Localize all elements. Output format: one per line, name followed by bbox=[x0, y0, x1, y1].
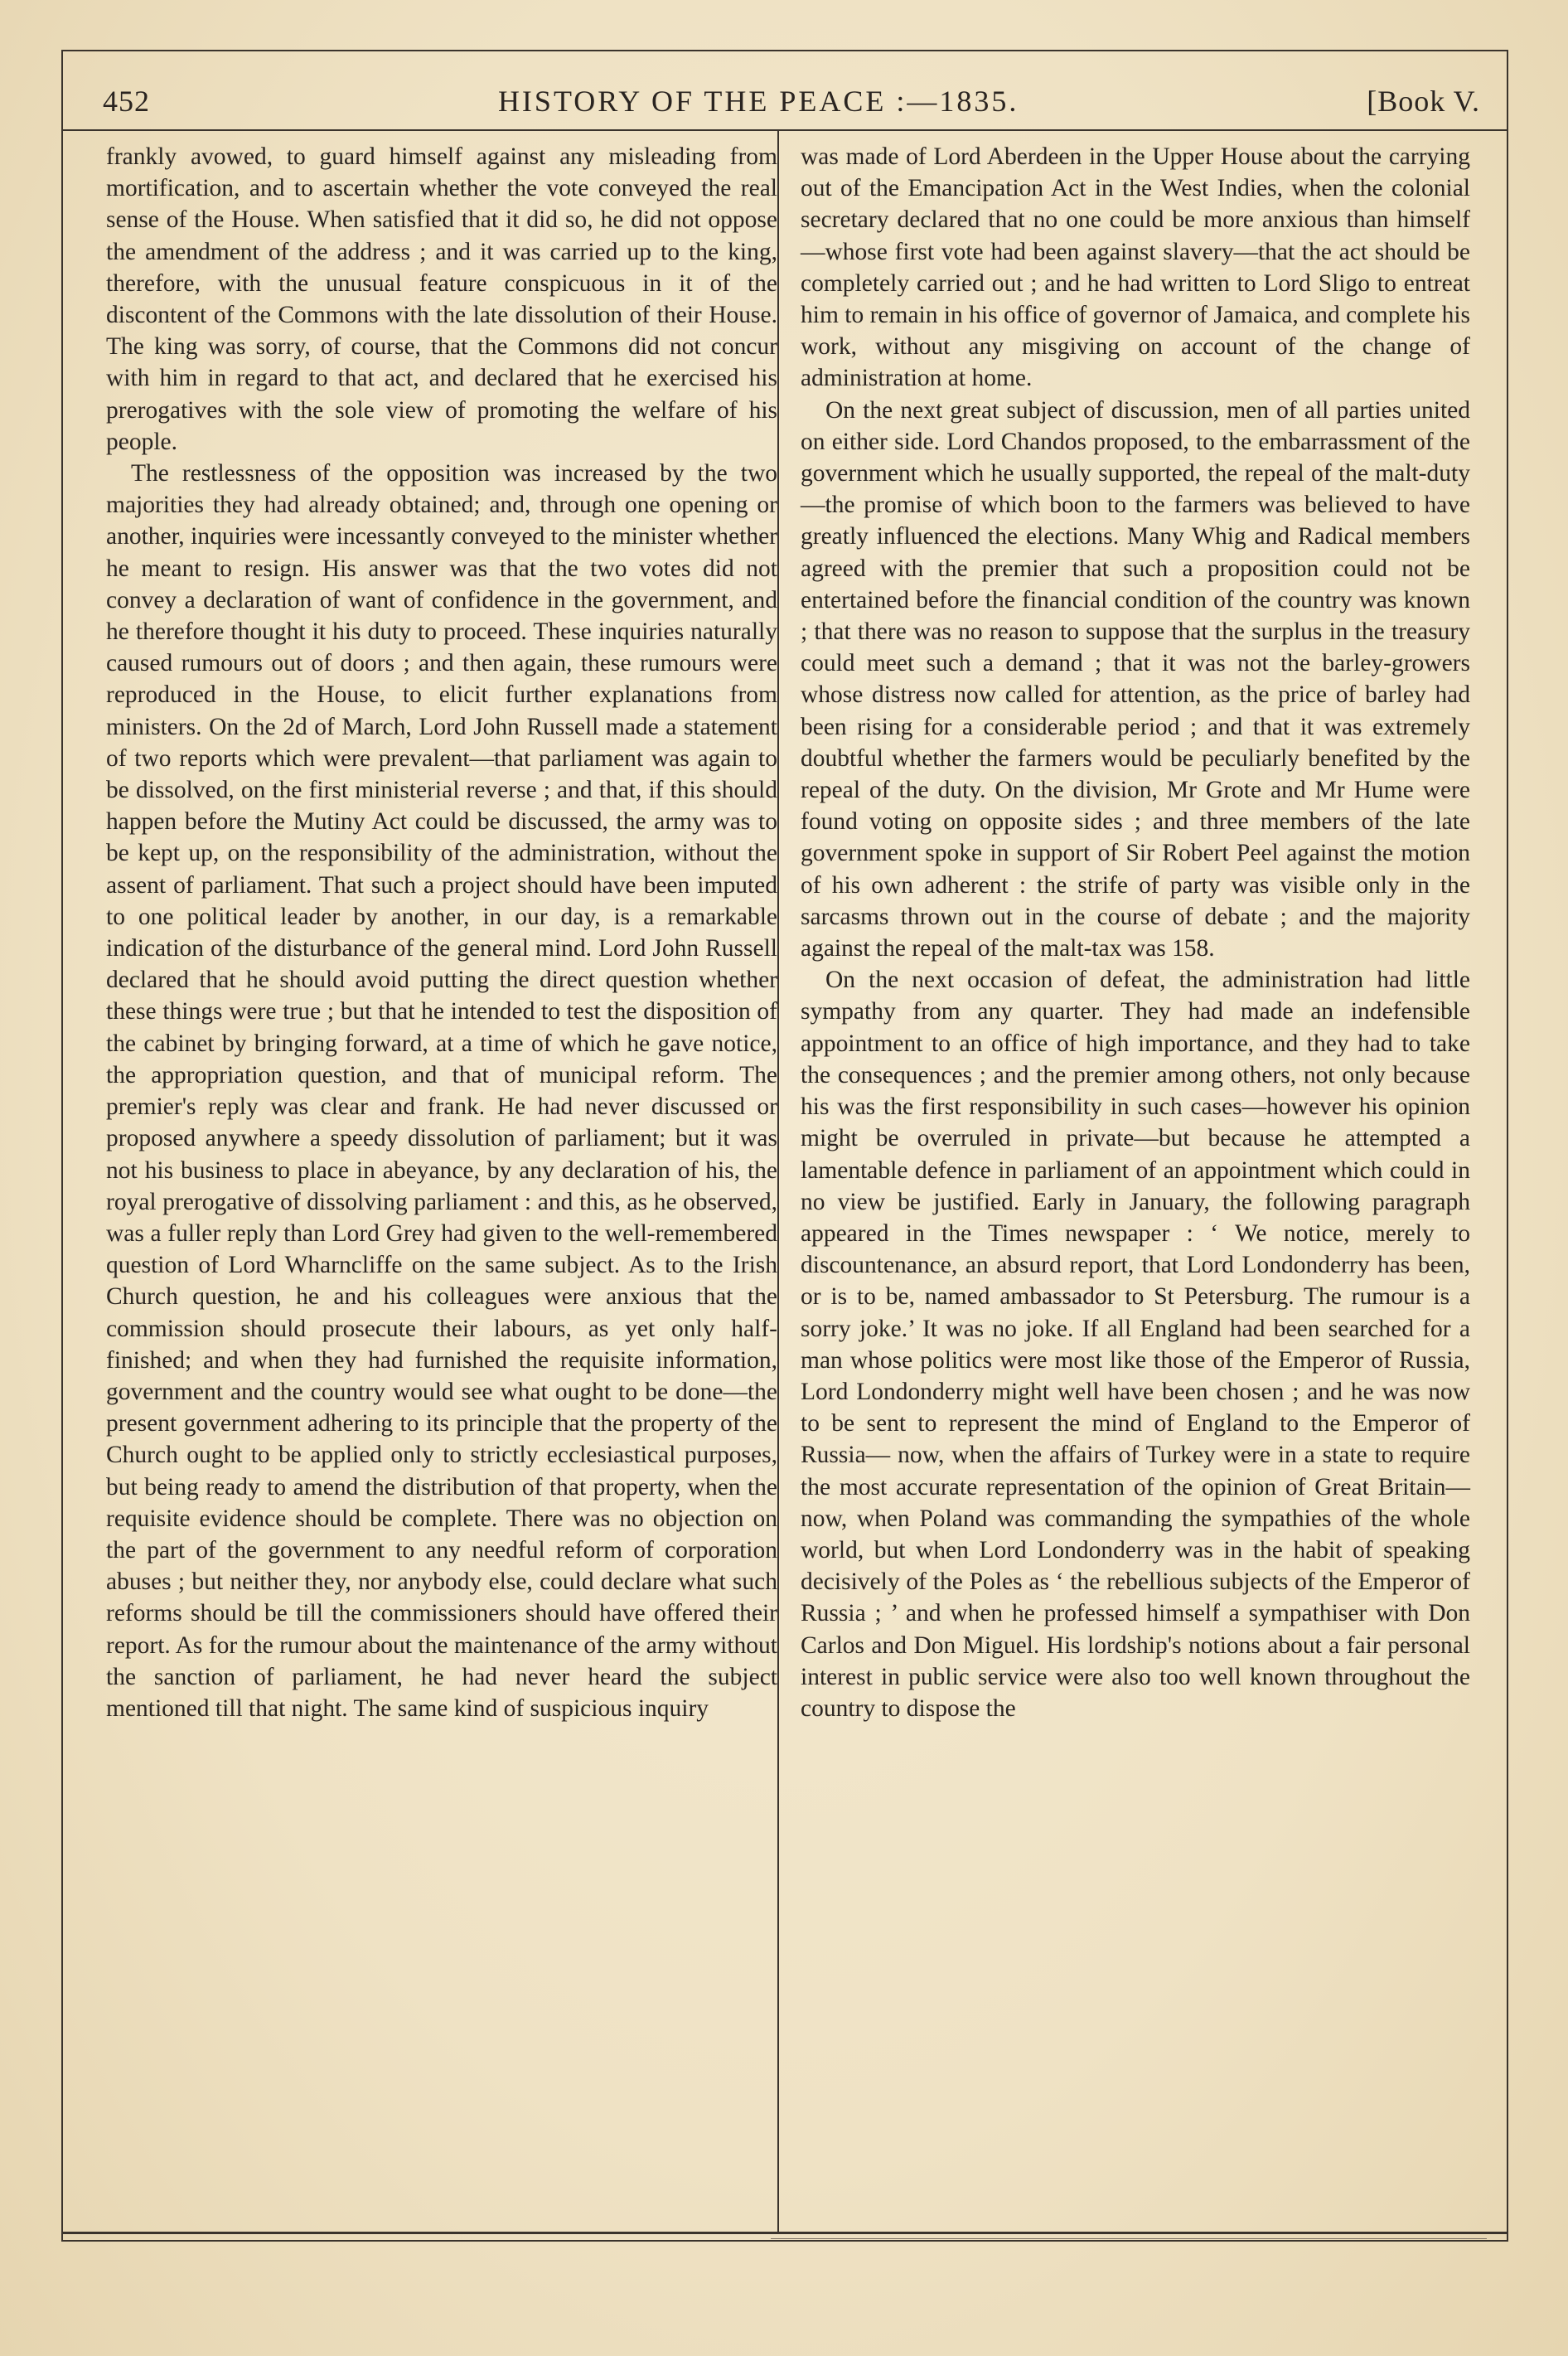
right-column bbox=[801, 141, 1470, 1724]
book-label: [Book V. bbox=[1367, 85, 1480, 118]
left-column bbox=[106, 141, 777, 1724]
paragraph: On the next great subject of discussion, men of all parties united on either side. Lord Chandos proposed, to the embarrassment of the government which he usually supported, the repeal of the malt-duty—the promise of which boon to the farmers was believed to have greatly influenced the elections. Many Whig and Radical members agreed with the premier that such a proposition could not be entertained before the financial condition of the country was known ; that there was no reason to suppose that the surplus in the treasury could meet such a demand ; that it was not the barley-growers whose distress now called for attention, as the price of barley had been rising for a considerable period ; and that it was extremely doubtful whether the farmers would be peculiarly benefited by the repeal of the duty. On the division, Mr Grote and Mr Hume were found voting on opposite sides ; and three members of the late government spoke in support of Sir Robert Peel against the motion of his own adherent : the strife of party was visible only in the sarcasms thrown out in the course of debate ; and the majority against the repeal of the malt-tax was 158. bbox=[801, 396, 1470, 962]
bottom-rule bbox=[61, 2232, 1508, 2234]
paragraph: The restlessness of the opposition was increased by the two majorities they had already obtained; and, through one opening or another, inquiries were incessantly conveyed to the minister whether he meant to resign. His answer was that the two votes did not convey a declaration of want of confidence in the government, and he therefore thought it his duty to proceed. These inquiries naturally caused rumours out of doors ; and then again, these rumours were reproduced in the House, to elicit further explanations from ministers. On the 2d of March, Lord John Russell made a statement of two reports which were prevalent—that parliament was again to be dissolved, on the first ministerial reverse ; and that, if this should happen before the Mutiny Act could be discussed, the army was to be kept up, on the responsibility of the administration, without the assent of parliament. That such a project should have been imputed to one political leader by another, in our day, is a remarkable indication of the disturbance of the general mind. Lord John Russell declared that he should avoid putting the direct question whether these things were true ; but that he intended to test the disposition of the cabinet by bringing forward, at a time of which he gave notice, the appropriation question, and that of municipal reform. The premier's reply was clear and frank. He had never discussed or proposed anywhere a speedy dissolution of parliament; but it was not his business to place in abeyance, by any declaration of his, the royal prerogative of dissolving parliament : and this, as he observed, was a fuller reply than Lord Grey had given to the well-remembered question of Lord Wharncliffe on the same subject. As to the Irish Church question, he and his colleagues were anxious that the commission should prosecute their labours, as yet only half-finished; and when they had furnished the requisite information, government and the country would see what ought to be done—the present government adhering to its principle that the property of the Church ought to be applied only to strictly ecclesiastical purposes, but being ready to amend the distribution of that property, when the requisite evidence should be complete. There was no objection on the part of the government to any needful reform of corporation abuses ; but neither they, nor anybody else, could declare what such reforms should be till the commissioners should have offered their report. As for the rumour about the maintenance of the army without the sanction of parliament, he had never heard the subject mentioned till that night. The same kind of suspicious inquiry bbox=[106, 460, 777, 1722]
running-header bbox=[61, 76, 1508, 126]
column-divider bbox=[777, 131, 779, 2232]
bottom-rule-secondary bbox=[771, 2238, 1487, 2239]
running-title: HISTORY OF THE PEACE :—1835. bbox=[497, 85, 1019, 118]
paragraph: On the next occasion of defeat, the administration had little sympathy from any quarter. They had made an indefensible appointment to an office of high importance, and they had to take the consequences ; and the premier among others, not only because his was the first responsibility in such cases—however his opinion might be overruled in private—but because he attempted a lamentable defence in parliament of an appointment which could in no view be justified. Early in January, the following paragraph appeared in the Times newspaper : ‘ We notice, merely to discountenance, an absurd report, that Lord Londonderry has been, or is to be, named ambassador to St Petersburg. The rumour is a sorry joke.’ It was no joke. If all England had been searched for a man whose politics were most like those of the Emperor of Russia, Lord Londonderry might well have been chosen ; and he was now to be sent to represent the mind of England to the Emperor of Russia— now, when the affairs of Turkey were in a state to require the most accurate representation of the opinion of Great Britain—now, when Poland was commanding the sympathies of the whole world, but when Lord Londonderry was in the habit of speaking decisively of the Poles as ‘ the rebellious subjects of the Emperor of Russia ; ’ and when he professed himself a sympathiser with Don Carlos and Don Miguel. His lordship's notions about a fair personal interest in public service were also too well known throughout the country to dispose the bbox=[801, 967, 1470, 1722]
page-number: 452 bbox=[103, 85, 150, 118]
paragraph: was made of Lord Aberdeen in the Upper House about the carrying out of the Emancipation Act in the West Indies, when the colonial secretary declared that no one could be more anxious than himself —whose first vote had been against slavery—that the act should be completely carried out ; and he had written to Lord Sligo to entreat him to remain in his office of governor of Jamaica, and complete his work, without any misgiving on account of the change of administration at home. bbox=[801, 143, 1471, 392]
paragraph: frankly avowed, to guard himself against any misleading from mortification, and to ascertain whether the vote conveyed the real sense of the House. When satisfied that it did so, he did not oppose the amendment of the address ; and it was carried up to the king, therefore, with the unusual feature conspicuous in it of the discontent of the Commons with the late dissolution of their House. The king was sorry, of course, that the Commons did not concur with him in regard to that act, and declared that he exercised his prerogatives with the sole view of promoting the welfare of his people. bbox=[106, 143, 777, 455]
header-rule bbox=[61, 129, 1508, 131]
